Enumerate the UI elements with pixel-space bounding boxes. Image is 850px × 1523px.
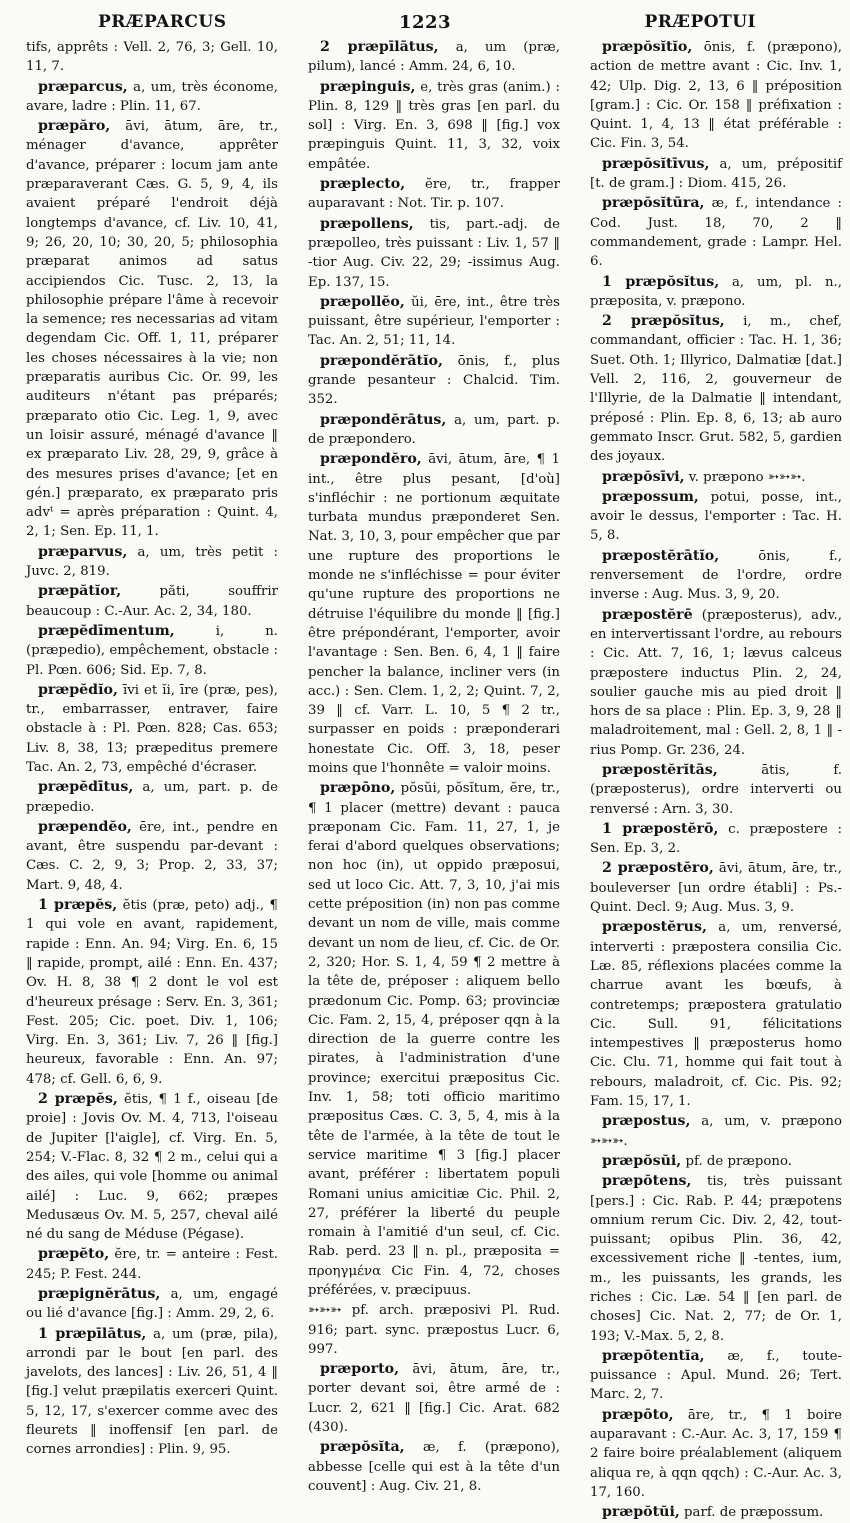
dictionary-entry [308, 779, 560, 1300]
entry-definition: īvi et ĭi, īre (præ, pes), tr., embarrasser, entraver, faire obstacle à : Pl. Pœn. 828; Cas. 653; Liv. 8, 38, 13; præpeditus premere Tac. An. 2, 73, empêché d'écraser. [26, 682, 278, 775]
entry-definition: a, um, renversé, interverti : præpostera consilia Cic. Læ. 85, réflexions placées comme la charrue avant les bœufs, à contretemps; præpostera gratulatio Cic. Sull. 91, félicitations intempestives ‖ præposterus homo Cic. Clu. 71, homme qui fait tout à rebours, maladroit, cf. Cic. Pis. 92; Fam. 15, 17, 1. [590, 920, 843, 1110]
entry-headword: præpollĕo, [320, 293, 405, 310]
dictionary-entry [590, 820, 842, 859]
entry-definition: ōnis, f., renversement de l'ordre, ordre inverse : Aug. Mus. 3, 9, 20. [590, 548, 842, 603]
dictionary-entry [308, 450, 560, 778]
entry-definition: æ, f. (præpono), abbesse [celle qui est à la tête d'un couvent] : Aug. Civ. 21, 8. [308, 1440, 560, 1494]
dictionary-entry [590, 1347, 842, 1405]
column-right [590, 38, 843, 1521]
entry-definition: æ, f., intendance : Cod. Just. 18, 70, 2 ‖ commandement, grade : Lampr. Hel. 6. [590, 196, 843, 270]
entry-definition: a, um, part. p. de præpedio. [26, 780, 278, 815]
dictionary-entry [26, 117, 278, 542]
entry-headword: præpŏsĭtīvus, [602, 155, 710, 172]
entry-headword: præplecto, [320, 176, 406, 193]
entry-headword: præpondĕrātus, [320, 411, 447, 428]
entry-definition: a, um, pl. n., præposita, v. præpono. [590, 274, 842, 309]
dictionary-entry [26, 1285, 278, 1324]
dictionary-entry [590, 606, 842, 760]
dictionary-entry [590, 488, 842, 546]
entry-headword: præpostus, [602, 1113, 691, 1130]
dictionary-entry [590, 547, 842, 605]
dictionary-entry [590, 468, 842, 487]
entry-headword: 1 præpostĕrō, [602, 820, 719, 837]
dictionary-entry [590, 1152, 842, 1171]
dictionary-entry [26, 1325, 278, 1460]
entry-headword: præpŏsĭta, [320, 1439, 405, 1456]
dictionary-entry [26, 78, 278, 117]
dictionary-entry [308, 215, 560, 292]
header-first-word: PRÆPARCUS [98, 12, 227, 32]
entry-definition: (præposterus), adv., en intervertissant l'ordre, au rebours : Cic. Att. 7, 16, 1; lævus calceus præpostere inductus Plin. 2, 24, soulier gauche mis au pied droit ‖ hors de sa place : Plin. Ep. 3, 9, 28 ‖ maladroitement, mal : Gell. 2, 8, 1 ‖ -rius Pomp. Gr. 236, 24. [590, 607, 842, 758]
entry-headword: præpŏtentĭa, [602, 1347, 705, 1364]
dictionary-entry [590, 38, 842, 154]
entry-definition: ōnis, f., plus grande pesanteur : Chalcid. Tim. 352. [308, 353, 560, 408]
entry-definition: ➳➳➳ pf. arch. præposivi Pl. Rud. 916; part. sync. præpostus Lucr. 6, 997. [308, 1303, 560, 1357]
entry-headword: præpollens, [320, 215, 414, 232]
entry-definition: v. præpono ➳➳➳. [688, 469, 806, 485]
entry-headword: præpinguis, [320, 78, 416, 95]
dictionary-entry [26, 622, 278, 680]
entry-headword: præpŏsīvi, [602, 468, 685, 485]
entry-headword: præpondĕrātĭo, [320, 352, 443, 369]
entry-definition: a, um, prépositif [t. de gram.] : Diom. 415, 26. [590, 156, 842, 192]
entry-headword: 2 præpĕs, [38, 1091, 118, 1108]
entry-headword: præpĕto, [38, 1246, 110, 1263]
page-number: 1223 [398, 12, 452, 33]
dictionary-entry [26, 681, 278, 777]
entry-definition: e, très gras (anim.) : Plin. 8, 129 ‖ très gras [en parl. du sol] : Virg. En. 3, 698 ‖ [fig.] vox præpinguis Quint. 11, 3, 32, voix empâtée. [308, 79, 560, 172]
entry-definition: ŭi, ēre, int., être très puissant, être supérieur, l'emporter : Tac. An. 2, 51; 11, 14. [308, 294, 560, 349]
dictionary-entry [308, 1360, 560, 1437]
entry-definition: ĕtis (præ, peto) adj., ¶ 1 qui vole en avant, rapidement, rapide : Enn. An. 94; Virg. En. 6, 15 ‖ rapide, prompt, ailé : Enn. En. 437; Ov. H. 8, 38 ¶ 2 dont le vol est d'heureux présage : Serv. En. 3, 361; Fest. 205; Cic. poet. Div. 1, 106; Virg. En. 3, 361; Liv. 7, 26 ‖ [fig.] heureux, favorable : Enn. An. 97; 478; cf. Gell. 6, 6, 9. [26, 898, 279, 1087]
entry-headword: præpătĭor, [38, 583, 122, 600]
entry-headword: 1 præpŏsĭtus, [602, 273, 720, 290]
entry-definition: āre, tr., ¶ 1 boire auparavant : C.-Aur. Ac. 3, 17, 159 ¶ 2 faire boire préalablement (aliquem aliqua re, à qqn qqch) : C.-Aur. Ac. 3, 17, 160. [590, 1407, 842, 1500]
entry-definition: ĕtis, ¶ 1 f., oiseau [de proie] : Jovis Ov. M. 4, 713, l'oiseau de Jupiter [l'aigle], cf. Virg. En. 5, 254; V.-Flac. 8, 32 ¶ 2 m., celui qui a des ailes, qui vole [homme ou animal ailé] : Luc. 9, 662; præpes Medusæus Ov. M. 5, 257, cheval ailé né du sang de Méduse (Pégase). [26, 1092, 278, 1243]
entry-headword: præparvus, [38, 543, 128, 560]
entry-definition: a, um, v. præpono ➳➳➳. [590, 1114, 842, 1149]
entry-definition: parf. de præpossum. [684, 1505, 824, 1521]
dictionary-columns [26, 38, 843, 1521]
entry-headword: præpondĕro, [320, 451, 422, 468]
entry-definition: a, um, part. p. de præpondero. [308, 412, 560, 447]
column-left [26, 38, 279, 1458]
entry-headword: præpostĕrus, [602, 919, 707, 936]
entry-definition: tis, très puissant [pers.] : Cic. Rab. P. 44; præpotens omnium rerum Cic. Div. 2, 42, tout-puissant; opibus Plin. 36, 42, excessivement riche ‖ -tentes, ium, m., les puissants, les grands, les riches : Cic. Læ. 54 ‖ [en parl. de choses] Cic. Nat. 2, 77; de Or. 1, 193; V.-Max. 5, 2, 8. [590, 1174, 842, 1344]
entry-definition: tifs, apprêts : Vell. 2, 76, 3; Gell. 10, 11, 7. [26, 40, 278, 75]
entry-definition: ōnis, f. (præpono), action de mettre avant : Cic. Inv. 1, 42; Ulp. Dig. 2, 13, 6 ‖ préposition [gram.] : Cic. Or. 158 ‖ préfixation : Quint. 1, 4, 13 ‖ état préférable : Cic. Fin. 3, 54. [590, 40, 842, 152]
entry-headword: præpŏsĭtĭo, [602, 39, 693, 55]
entry-definition: c. præpostere : Sen. Ep. 3, 2. [590, 821, 842, 857]
entry-definition: pŏsŭi, pŏsĭtum, ĕre, tr., ¶ 1 placer (mettre) devant : pauca præponam Cic. Fam. 11, 27, 1, je ferai d'abord quelques observations; non hoc (in), ut oppido præposui, sed ut loco Cic. Att. 7, 3, 10, j'ai mis cette préposition (in) non pas comme devant un nom de ville, mais comme devant un nom de lieu, cf. Cic. de Or. 2, 320; Hor. S. 1, 4, 59 ¶ 2 mettre à la tête de, préposer : aliquem bello prædonum Cic. Pomp. 63; provinciæ Cic. Fam. 2, 15, 4, préposer qqn à la direction de la guerre contre les pirates, à l'administration d'une province; exercitui præpositus Cic. Inv. 1, 58; toti officio maritimo præpositus Cæs. C. 3, 5, 4, mis à la tête de l'armée, à la tête de tout le service maritime ¶ 3 [fig.] placer avant, préférer : libertatem populi Romani unius amicitiæ Cic. Phil. 2, 27, préférer la liberté du peuple romain à l'amitié d'un seul, cf. Cic. Rab. perd. 23 ‖ n. pl., præposita = προηγμένα Cic Fin. 4, 72, choses préférées, v. præcipuus. [308, 781, 560, 1298]
entry-headword: præpignĕrātus, [38, 1286, 161, 1302]
entry-definition: i, m., chef, commandant, officier : Tac. H. 1, 36; Suet. Oth. 1; Illyrico, Dalmatiæ [dat.] Vell. 2, 116, 2, gouverneur de l'Illyrie, de la Dalmatie ‖ intendant, préposé : Plin. Ep. 8, 6, 13; ab auro gemmato Inscr. Grut. 582, 5, gardien des joyaux. [590, 314, 842, 465]
dictionary-entry [26, 1090, 278, 1244]
header-last-word: PRÆPOTUI [644, 12, 756, 32]
running-header [26, 12, 824, 36]
dictionary-entry [308, 1438, 560, 1496]
entry-definition: āvi, ātum, āre, tr., ménager d'avance, apprêter d'avance, préparer : locum jam ante præparaverant Cæs. G. 5, 9, 4, ils avaient préparé l'endroit déjà longtemps d'avance, cf. Liv. 10, 41, 9; 26, 20, 10; 30, 20, 5; philosophia præparat animos ad satus accipiendos Cic. Tusc. 2, 13, la philosophie prépare l'âme à recevoir la semence; res necessarias ad vitam degendam Cic. Off. 1, 11, préparer les choses nécessaires à la vie; non præparatis auribus Cic. Or. 99, les auditeurs n'étant pas préparés; præparato otio Cic. Leg. 1, 9, avec un loisir assuré, ménagé d'avance ‖ ex præparato Liv. 28, 29, 9, grâce à des mesures prises d'avance; [et en gén.] præparato, ex præparato pris advᵗ = après préparation : Quint. 4, 2, 1; Sen. Ep. 11, 1. [26, 119, 278, 540]
entry-definition: æ, f., toute-puissance : Apul. Mund. 26; Tert. Marc. 2, 7. [590, 1348, 842, 1403]
entry-definition: tis, part.-adj. de præpolleo, très puissant : Liv. 1, 57 ‖ -tior Aug. Civ. 22, 29; -issimus Aug. Ep. 137, 15. [308, 216, 560, 290]
entry-definition: păti, souffrir beaucoup : C.-Aur. Ac. 2, 34, 180. [26, 584, 279, 619]
entry-definition: i, n. (præpedio), empêchement, obstacle : Pl. Pœn. 606; Sid. Ep. 7, 8. [26, 623, 278, 678]
entry-headword: præpŏtens, [602, 1173, 692, 1190]
entry-headword: præpossum, [602, 488, 699, 505]
dictionary-entry [590, 761, 842, 819]
dictionary-entry [590, 1172, 842, 1346]
column-middle [308, 38, 561, 1494]
entry-headword: præpŏsŭi, [602, 1152, 682, 1169]
entry-headword: 2 præpostĕro, [602, 860, 714, 877]
dictionary-entry [26, 38, 278, 77]
entry-definition: āvi, ātum, āre, tr., porter devant soi, être armé de : Lucr. 2, 621 ‖ [fig.] Cic. Arat. 682 (430). [308, 1362, 560, 1436]
dictionary-entry [26, 1245, 278, 1284]
dictionary-entry [308, 175, 560, 214]
dictionary-entry [26, 896, 278, 1089]
entry-definition: a, um (præ, pila), arrondi par le bout [en parl. des javelots, des lances] : Liv. 26, 51, 4 ‖ [fig.] velut præpilatis exerceri Quint. 5, 12, 17, s'exercer comme avec des fleurets ‖ inoffensif [en parl. de cornes arrondies] : Plin. 9, 95. [26, 1326, 278, 1458]
dictionary-entry [26, 582, 278, 621]
entry-headword: præpōto, [602, 1406, 674, 1423]
entry-definition: pf. de præpono. [685, 1153, 792, 1169]
entry-definition: potui, posse, int., avoir le dessus, l'emporter : Tac. H. 5, 8. [590, 489, 843, 544]
entry-headword: præpostĕrĭtās, [602, 761, 718, 778]
entry-headword: 1 præpīlātus, [38, 1325, 147, 1342]
dictionary-entry [308, 293, 560, 351]
entry-headword: 1 præpĕs, [38, 897, 118, 914]
entry-definition: a, um (præ, pilum), lancé : Amm. 24, 6, 10. [308, 40, 561, 75]
entry-headword: præpŏtŭi, [602, 1504, 680, 1521]
entry-headword: præpăro, [38, 118, 111, 135]
entry-headword: 2 præpŏsĭtus, [602, 313, 725, 330]
entry-definition: āvi, ātum, āre, tr., bouleverser [un ordre établi] : Ps.-Quint. Decl. 9; Aug. Mus. 3, 9. [590, 861, 842, 916]
dictionary-entry [590, 1503, 842, 1522]
dictionary-entry [308, 78, 560, 174]
entry-definition: a, um, très économe, avare, ladre : Plin. 11, 67. [26, 79, 278, 114]
entry-headword: præpĕdīmentum, [38, 622, 175, 639]
entry-headword: præpŏsĭtūra, [602, 195, 705, 212]
dictionary-entry [308, 411, 560, 450]
entry-headword: præpostĕrātĭo, [602, 547, 720, 564]
entry-headword: præpĕdītus, [38, 779, 134, 796]
dictionary-entry [590, 155, 842, 194]
dictionary-entry [590, 312, 842, 466]
entry-headword: præparcus, [38, 78, 128, 95]
entry-definition: ēre, int., pendre en avant, être suspendu par-devant : Cæs. C. 2, 9, 3; Prop. 2, 33, 37; Mart. 9, 48, 4. [26, 819, 278, 893]
entry-definition: ātis, f. (præposterus), ordre interverti ou renversé : Arn. 3, 30. [590, 762, 842, 817]
dictionary-entry [308, 352, 560, 410]
dictionary-entry [308, 38, 560, 77]
dictionary-entry [26, 543, 278, 582]
dictionary-entry [590, 859, 842, 917]
entry-headword: præpĕdĭo, [38, 681, 118, 698]
dictionary-entry [590, 1406, 842, 1502]
entry-headword: præpōno, [320, 780, 396, 797]
entry-definition: a, um, très petit : Juvc. 2, 819. [26, 544, 278, 580]
dictionary-entry [308, 1301, 560, 1359]
entry-headword: præpostĕrē [602, 606, 693, 623]
dictionary-entry [590, 918, 842, 1111]
dictionary-entry [26, 818, 278, 895]
entry-headword: præporto, [320, 1361, 400, 1378]
entry-definition: āvi, ātum, āre, ¶ 1 int., être plus pesant, [d'où] s'infléchir : ne portionum æquitate turbata mundus præponderet Sen. Nat. 3, 10, 3, pour empêcher que par une rupture des proportions le monde ne s'infléchisse = pour éviter qu'une rupture des proportions ne détruise l'équilibre du monde ‖ [fig.] être prépondérant, l'emporter, avoir l'avantage : Sen. Ben. 6, 4, 1 ‖ faire pencher la balance, incliner vers (in acc.) : Sen. Clem. 1, 2, 2; Quint. 7, 2, 39 ‖ cf. Varr. L. 10, 5 ¶ 2 tr., surpasser en poids : præponderari honestate Cic. Off. 3, 18, peser moins que l'honnête = valoir moins. [308, 452, 560, 776]
entry-headword: præpendĕo, [38, 818, 132, 835]
entry-definition: ĕre, tr. = anteire : Fest. 245; P. Fest. 244. [26, 1247, 279, 1282]
entry-definition: a, um, engagé ou lié d'avance [fig.] : Amm. 29, 2, 6. [26, 1287, 278, 1322]
dictionary-entry [590, 273, 842, 312]
dictionary-entry [590, 1112, 842, 1151]
dictionary-entry [590, 194, 842, 271]
entry-definition: ĕre, tr., frapper auparavant : Not. Tir. p. 107. [308, 177, 561, 212]
entry-headword: 2 præpīlātus, [320, 39, 439, 55]
dictionary-entry [26, 778, 278, 817]
